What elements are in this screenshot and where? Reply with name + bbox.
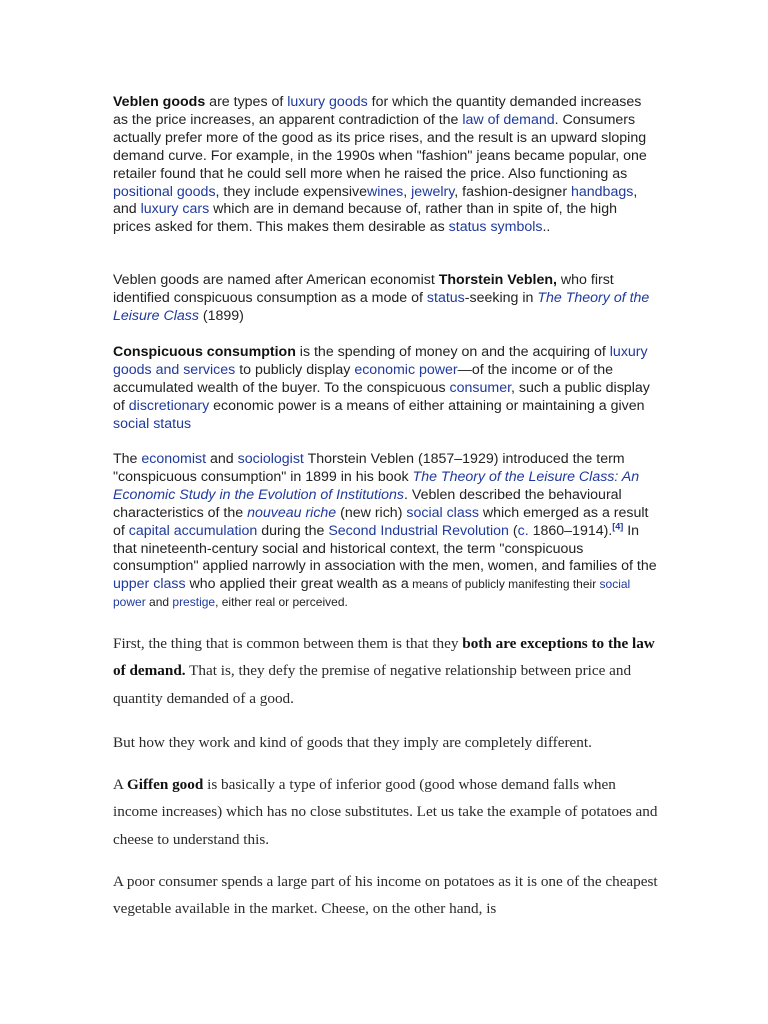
text: But how they work and kind of goods that they imply are completely different. bbox=[113, 734, 592, 751]
text: —of the income or of the accumulated wealth of the buyer. To the conspicuous bbox=[113, 361, 613, 396]
link-nouveau-riche[interactable]: nouveau riche bbox=[247, 504, 337, 521]
text: means of publicly manifesting their bbox=[408, 577, 600, 592]
footnote-4[interactable] bbox=[612, 521, 623, 531]
text: who applied their great wealth as a bbox=[185, 576, 409, 593]
link-economist[interactable]: economist bbox=[141, 451, 207, 467]
text: A poor consumer spends a large part of his income on potatoes as it is one of the cheapest vegetable available in the market. Cheese, on the other hand, is bbox=[113, 873, 658, 918]
text: A bbox=[113, 776, 127, 793]
text: 1860–1914). bbox=[528, 522, 613, 539]
link-law-of-demand[interactable]: law of demand bbox=[462, 111, 555, 128]
text: First, the thing that is common between them is that they bbox=[113, 635, 463, 652]
link-luxury-goods[interactable]: luxury goods bbox=[287, 94, 368, 110]
text: . Veblen described the behavioural characteristics of the bbox=[113, 486, 622, 521]
text: , such a public display of bbox=[113, 379, 650, 414]
text: In that nineteenth-century social and historical context, the term "conspicuous consumption" applied narrowly in association with the men, women, and families of the bbox=[113, 522, 657, 575]
link-economic-power[interactable]: economic power bbox=[354, 361, 458, 378]
term-thorstein-veblen: Thorstein Veblen, bbox=[438, 272, 557, 288]
text: for which the quantity demanded increases as the price increases, an apparent contradiction of the bbox=[113, 94, 642, 128]
footnote-label[interactable]: [4] bbox=[612, 520, 624, 531]
link-book-title[interactable]: The Theory of the Leisure Class: An Economic Study in the Evolution of Institutions bbox=[113, 468, 640, 503]
text: , either real or perceived. bbox=[215, 595, 348, 610]
text: (1857–1929) introduced the term "conspicuous consumption" in 1899 in his book bbox=[113, 451, 625, 485]
text-thorstein-veblen: Thorstein Veblen bbox=[307, 451, 415, 467]
text: are types of bbox=[205, 94, 288, 110]
text: . Consumers actually prefer more of the good as its price rises, and the result is an upward sloping demand curve. For example, in the 1990s when "fashion" jeans became popular, one retailer found that he could sell more when he raised the price. Also functioning as bbox=[113, 111, 647, 182]
text: and bbox=[206, 451, 238, 467]
text: which emerged as a result of bbox=[113, 504, 649, 539]
link-positional-goods[interactable]: positional goods bbox=[113, 183, 216, 200]
text: and bbox=[145, 595, 173, 610]
link-status-symbols[interactable]: status symbols bbox=[448, 219, 543, 236]
paragraph-conspicuous-consumption bbox=[113, 344, 658, 434]
link-circa[interactable]: c. bbox=[517, 522, 529, 539]
link-theory-of-leisure-class[interactable]: The Theory of the Leisure Class bbox=[113, 289, 650, 324]
text: Veblen goods are named after American economist bbox=[113, 272, 439, 288]
link-luxury-goods-and-services[interactable]: luxury goods and services bbox=[113, 344, 648, 378]
text: to publicly display bbox=[235, 361, 355, 378]
paragraph-veblen-goods bbox=[113, 94, 658, 237]
text: .. bbox=[542, 219, 551, 236]
link-sociologist[interactable]: sociologist bbox=[237, 451, 304, 467]
link-wines[interactable]: wines bbox=[366, 183, 404, 200]
text: during the bbox=[257, 522, 329, 539]
text: , fashion-designer bbox=[454, 183, 571, 200]
text: (new rich) bbox=[336, 504, 407, 521]
text: is basically a type of inferior good (good whose demand falls when income increases) which has no close substitutes. Let us take the example of potatoes and cheese to understand this. bbox=[113, 776, 658, 848]
text: , and bbox=[113, 183, 638, 218]
text: That is, they defy the premise of negative relationship between price and quantity demanded of a good. bbox=[113, 662, 632, 707]
text: -seeking in bbox=[464, 289, 538, 306]
link-second-industrial-revolution[interactable]: Second Industrial Revolution bbox=[328, 522, 509, 539]
link-luxury-cars[interactable]: luxury cars bbox=[140, 201, 210, 218]
text: , they include expensive bbox=[215, 183, 367, 200]
link-prestige[interactable]: prestige bbox=[172, 595, 216, 610]
link-capital-accumulation[interactable]: capital accumulation bbox=[128, 522, 258, 539]
text: , bbox=[403, 183, 412, 200]
text: is the spending of money on and the acquiring of bbox=[295, 344, 610, 360]
term-conspicuous-consumption: Conspicuous consumption bbox=[113, 344, 296, 360]
paragraph-history bbox=[113, 451, 658, 612]
paragraph-common bbox=[113, 630, 658, 712]
paragraph-giffen-good bbox=[113, 771, 658, 853]
text: ( bbox=[508, 522, 518, 539]
paragraph-potatoes bbox=[113, 868, 658, 923]
text: which are in demand because of, rather than in spite of, the high prices asked for them. This makes them desirable as bbox=[113, 201, 617, 236]
text: who first identified conspicuous consumption as a mode of bbox=[113, 272, 614, 306]
link-social-status[interactable]: social status bbox=[113, 415, 192, 432]
link-jewelry[interactable]: jewelry bbox=[411, 183, 455, 200]
link-status[interactable]: status bbox=[426, 289, 465, 306]
term-veblen-goods: Veblen goods bbox=[113, 94, 206, 110]
link-upper-class[interactable]: upper class bbox=[113, 576, 186, 593]
text: economic power is a means of either attaining or maintaining a given bbox=[209, 397, 645, 414]
link-social-power[interactable]: social power bbox=[113, 577, 631, 610]
emphasis-exceptions: both are exceptions to the law of demand. bbox=[113, 635, 655, 680]
link-consumer[interactable]: consumer bbox=[449, 379, 512, 396]
link-social-class[interactable]: social class bbox=[406, 504, 479, 521]
term-giffen-good: Giffen good bbox=[126, 776, 204, 793]
link-discretionary[interactable]: discretionary bbox=[128, 397, 210, 414]
paragraph-difference bbox=[113, 729, 658, 756]
link-handbags[interactable]: handbags bbox=[571, 183, 634, 200]
text: (1899) bbox=[198, 307, 244, 324]
paragraph-veblen-name bbox=[113, 272, 658, 326]
text: The bbox=[113, 451, 142, 467]
